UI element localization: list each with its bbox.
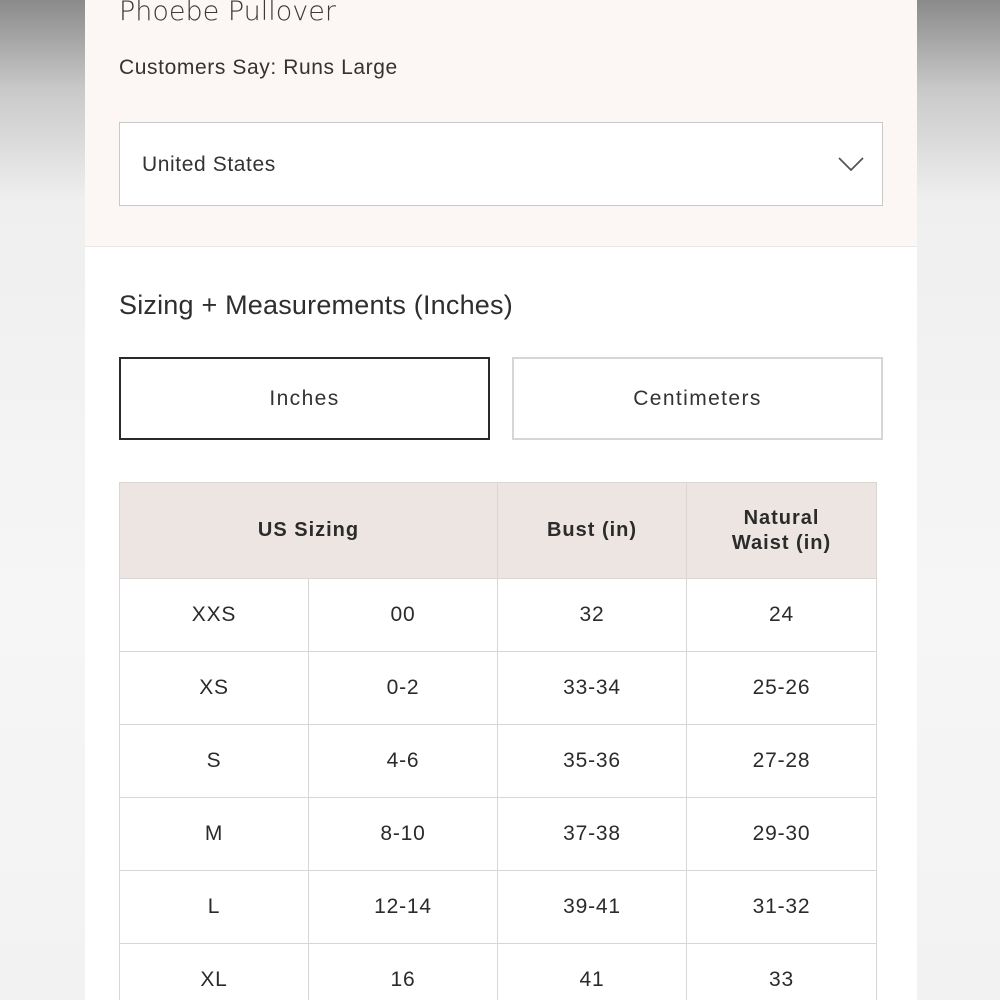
waist-cell: 29-30 [687,798,877,871]
size-letter-cell: XL [120,944,309,1000]
bust-cell: 33-34 [498,652,687,725]
bust-cell: 39-41 [498,871,687,944]
inches-toggle-button[interactable]: Inches [119,357,490,440]
size-chart-table [119,482,877,1000]
size-number-cell: 16 [309,944,498,1000]
country-select-value: United States [142,153,276,176]
country-select[interactable] [119,122,883,206]
size-number-cell: 4-6 [309,725,498,798]
table-row [120,798,877,871]
fit-note: Customers Say: Runs Large [119,56,398,79]
size-letter-cell: M [120,798,309,871]
waist-cell: 24 [687,579,877,652]
waist-cell: 25-26 [687,652,877,725]
bust-cell: 35-36 [498,725,687,798]
header-us-sizing: US Sizing [120,483,498,579]
table-row [120,944,877,1000]
table-header-row [120,483,877,579]
size-letter-cell: L [120,871,309,944]
product-header [85,0,917,247]
bust-cell: 32 [498,579,687,652]
bust-cell: 37-38 [498,798,687,871]
table-row [120,652,877,725]
waist-cell: 27-28 [687,725,877,798]
size-letter-cell: S [120,725,309,798]
chevron-down-icon [836,149,866,179]
table-row [120,579,877,652]
header-natural-waist [687,483,877,579]
table-row [120,871,877,944]
centimeters-toggle-button[interactable]: Centimeters [512,357,883,440]
size-guide-panel [85,0,917,1000]
product-title: Phoebe Pullover [119,0,336,27]
size-letter-cell: XS [120,652,309,725]
size-number-cell: 12-14 [309,871,498,944]
sizing-section-title: Sizing + Measurements (Inches) [119,290,513,320]
size-number-cell: 0-2 [309,652,498,725]
waist-cell: 33 [687,944,877,1000]
header-waist-line2: Waist (in) [731,531,832,554]
size-number-cell: 00 [309,579,498,652]
bust-cell: 41 [498,944,687,1000]
size-number-cell: 8-10 [309,798,498,871]
table-row [120,725,877,798]
size-letter-cell: XXS [120,579,309,652]
header-waist-line1: Natural [743,506,820,529]
waist-cell: 31-32 [687,871,877,944]
header-bust: Bust (in) [498,483,687,579]
